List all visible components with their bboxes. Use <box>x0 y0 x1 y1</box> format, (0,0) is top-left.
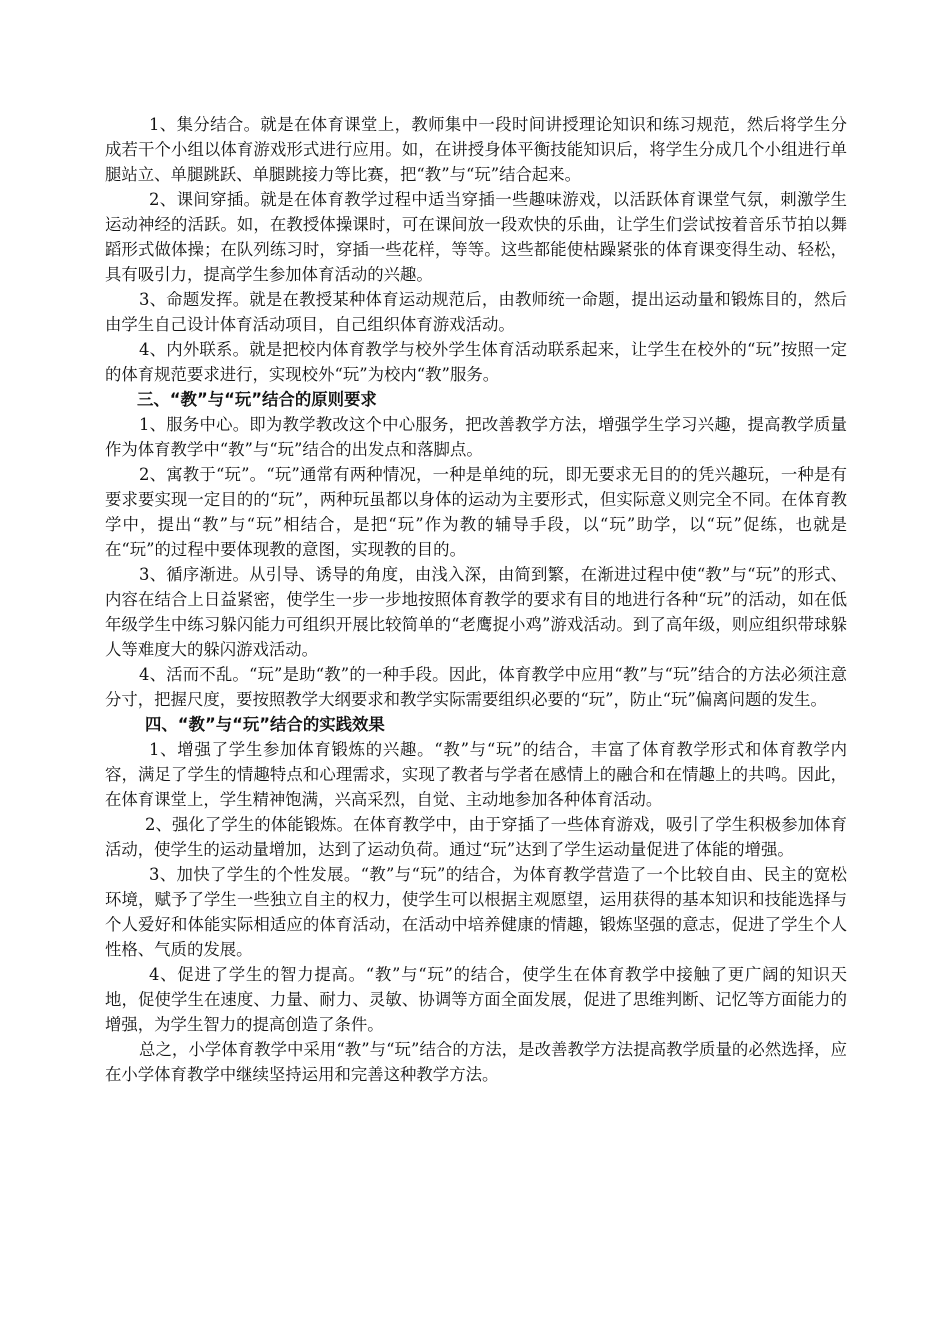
paragraph-interest: 1、增强了学生参加体育锻炼的兴趣。“教”与“玩”的结合，丰富了体育教学形式和体育教学内容，满足了学生的情趣特点和心理需求，实现了教者与学者在感情上的融合和在情趣上的共鸣。因此，在体育课堂上，学生精神饱满，兴高采烈，自觉、主动地参加各种体育活动。 <box>105 740 847 809</box>
document-page <box>105 112 847 1087</box>
paragraph-intelligence: 4、促进了学生的智力提高。“教”与“玩”的结合，使学生在体育教学中接触了更广阔的知识天地，促使学生在速度、力量、耐力、灵敏、协调等方面全面发展，促进了思维判断、记忆等方面能力的增强，为学生智力的提高创造了条件。 <box>105 965 847 1034</box>
paragraph-teaching-in-play: 2、寓教于“玩”。“玩”通常有两种情况，一种是单纯的玩，即无要求无目的的凭兴趣玩，一种是有要求要实现一定目的的“玩”，两种玩虽都以身体的运动为主要形式，但实际意义则完全不同。在体育教学中，提出“教”与“玩”相结合，是把“玩”作为教的辅导手段，以“玩”助学，以“玩”促练，也就是在“玩”的过程中要体现教的意图，实现教的目的。 <box>105 465 847 559</box>
paragraph-collective-division: 1、集分结合。就是在体育课堂上，教师集中一段时间讲授理论知识和练习规范，然后将学生分成若干个小组以体育游戏形式进行应用。如，在讲授身体平衡技能知识后，将学生分成几个小组进行单腿站立、单腿跳跃、单腿跳接力等比赛，把“教”与“玩”结合起来。 <box>105 115 847 184</box>
paragraph-gradual-progress: 3、循序渐进。从引导、诱导的角度，由浅入深，由简到繁，在渐进过程中使“教”与“玩”的形式、内容在结合上日益紧密，使学生一步一步地按照体育教学的要求有目的地进行各种“玩”的活动，如在低年级学生中练习躲闪能力可组织开展比较简单的“老鹰捉小鸡”游戏活动。到了高年级，则应组织带球躲人等难度大的躲闪游戏活动。 <box>105 565 847 659</box>
paragraph-personality: 3、加快了学生的个性发展。“教”与“玩”的结合，为体育教学营造了一个比较自由、民主的宽松环境，赋予了学生一些独立自主的权力，使学生可以根据主观愿望，运用获得的基本知识和技能选择与个人爱好和体能实际相适应的体育活动，在活动中培养健康的情趣，锻炼坚强的意志，促进了学生个人性格、气质的发展。 <box>105 865 847 959</box>
paragraph-lively-orderly: 4、活而不乱。“玩”是助“教”的一种手段。因此，体育教学中应用“教”与“玩”结合的方法必须注意分寸，把握尺度，要按照教学大纲要求和教学实际需要组织必要的“玩”，防止“玩”偏离问题的发生。 <box>105 665 847 709</box>
section-heading-effects: 四、“教”与“玩”结合的实践效果 <box>145 715 385 734</box>
paragraph-topic-play: 3、命题发挥。就是在教授某种体育运动规范后，由教师统一命题，提出运动量和锻炼目的，然后由学生自己设计体育活动项目，自己组织体育游戏活动。 <box>105 290 847 334</box>
paragraph-physical-training: 2、强化了学生的体能锻炼。在体育教学中，由于穿插了一些体育游戏，吸引了学生积极参加体育活动，使学生的运动量增加，达到了运动负荷。通过“玩”达到了学生运动量促进了体能的增强。 <box>105 815 847 859</box>
section-heading-principles: 三、“教”与“玩”结合的原则要求 <box>137 390 377 409</box>
paragraph-inner-outer-link: 4、内外联系。就是把校内体育教学与校外学生体育活动联系起来，让学生在校外的“玩”按照一定的体育规范要求进行，实现校外“玩”为校内“教”服务。 <box>105 340 847 384</box>
paragraph-service-center: 1、服务中心。即为教学教改这个中心服务，把改善教学方法，增强学生学习兴趣，提高教学质量作为体育教学中“教”与“玩”结合的出发点和落脚点。 <box>105 415 847 459</box>
paragraph-interlude-insertion: 2、课间穿插。就是在体育教学过程中适当穿插一些趣味游戏，以活跃体育课堂气氛，刺激学生运动神经的活跃。如，在教授体操课时，可在课间放一段欢快的乐曲，让学生们尝试按着音乐节拍以舞蹈形式做体操；在队列练习时，穿插一些花样，等等。这些都能使枯躁紧张的体育课变得生动、轻松，具有吸引力，提高学生参加体育活动的兴趣。 <box>105 190 847 284</box>
paragraph-conclusion: 总之，小学体育教学中采用“教”与“玩”结合的方法，是改善教学方法提高教学质量的必然选择，应在小学体育教学中继续坚持运用和完善这种教学方法。 <box>105 1040 847 1084</box>
